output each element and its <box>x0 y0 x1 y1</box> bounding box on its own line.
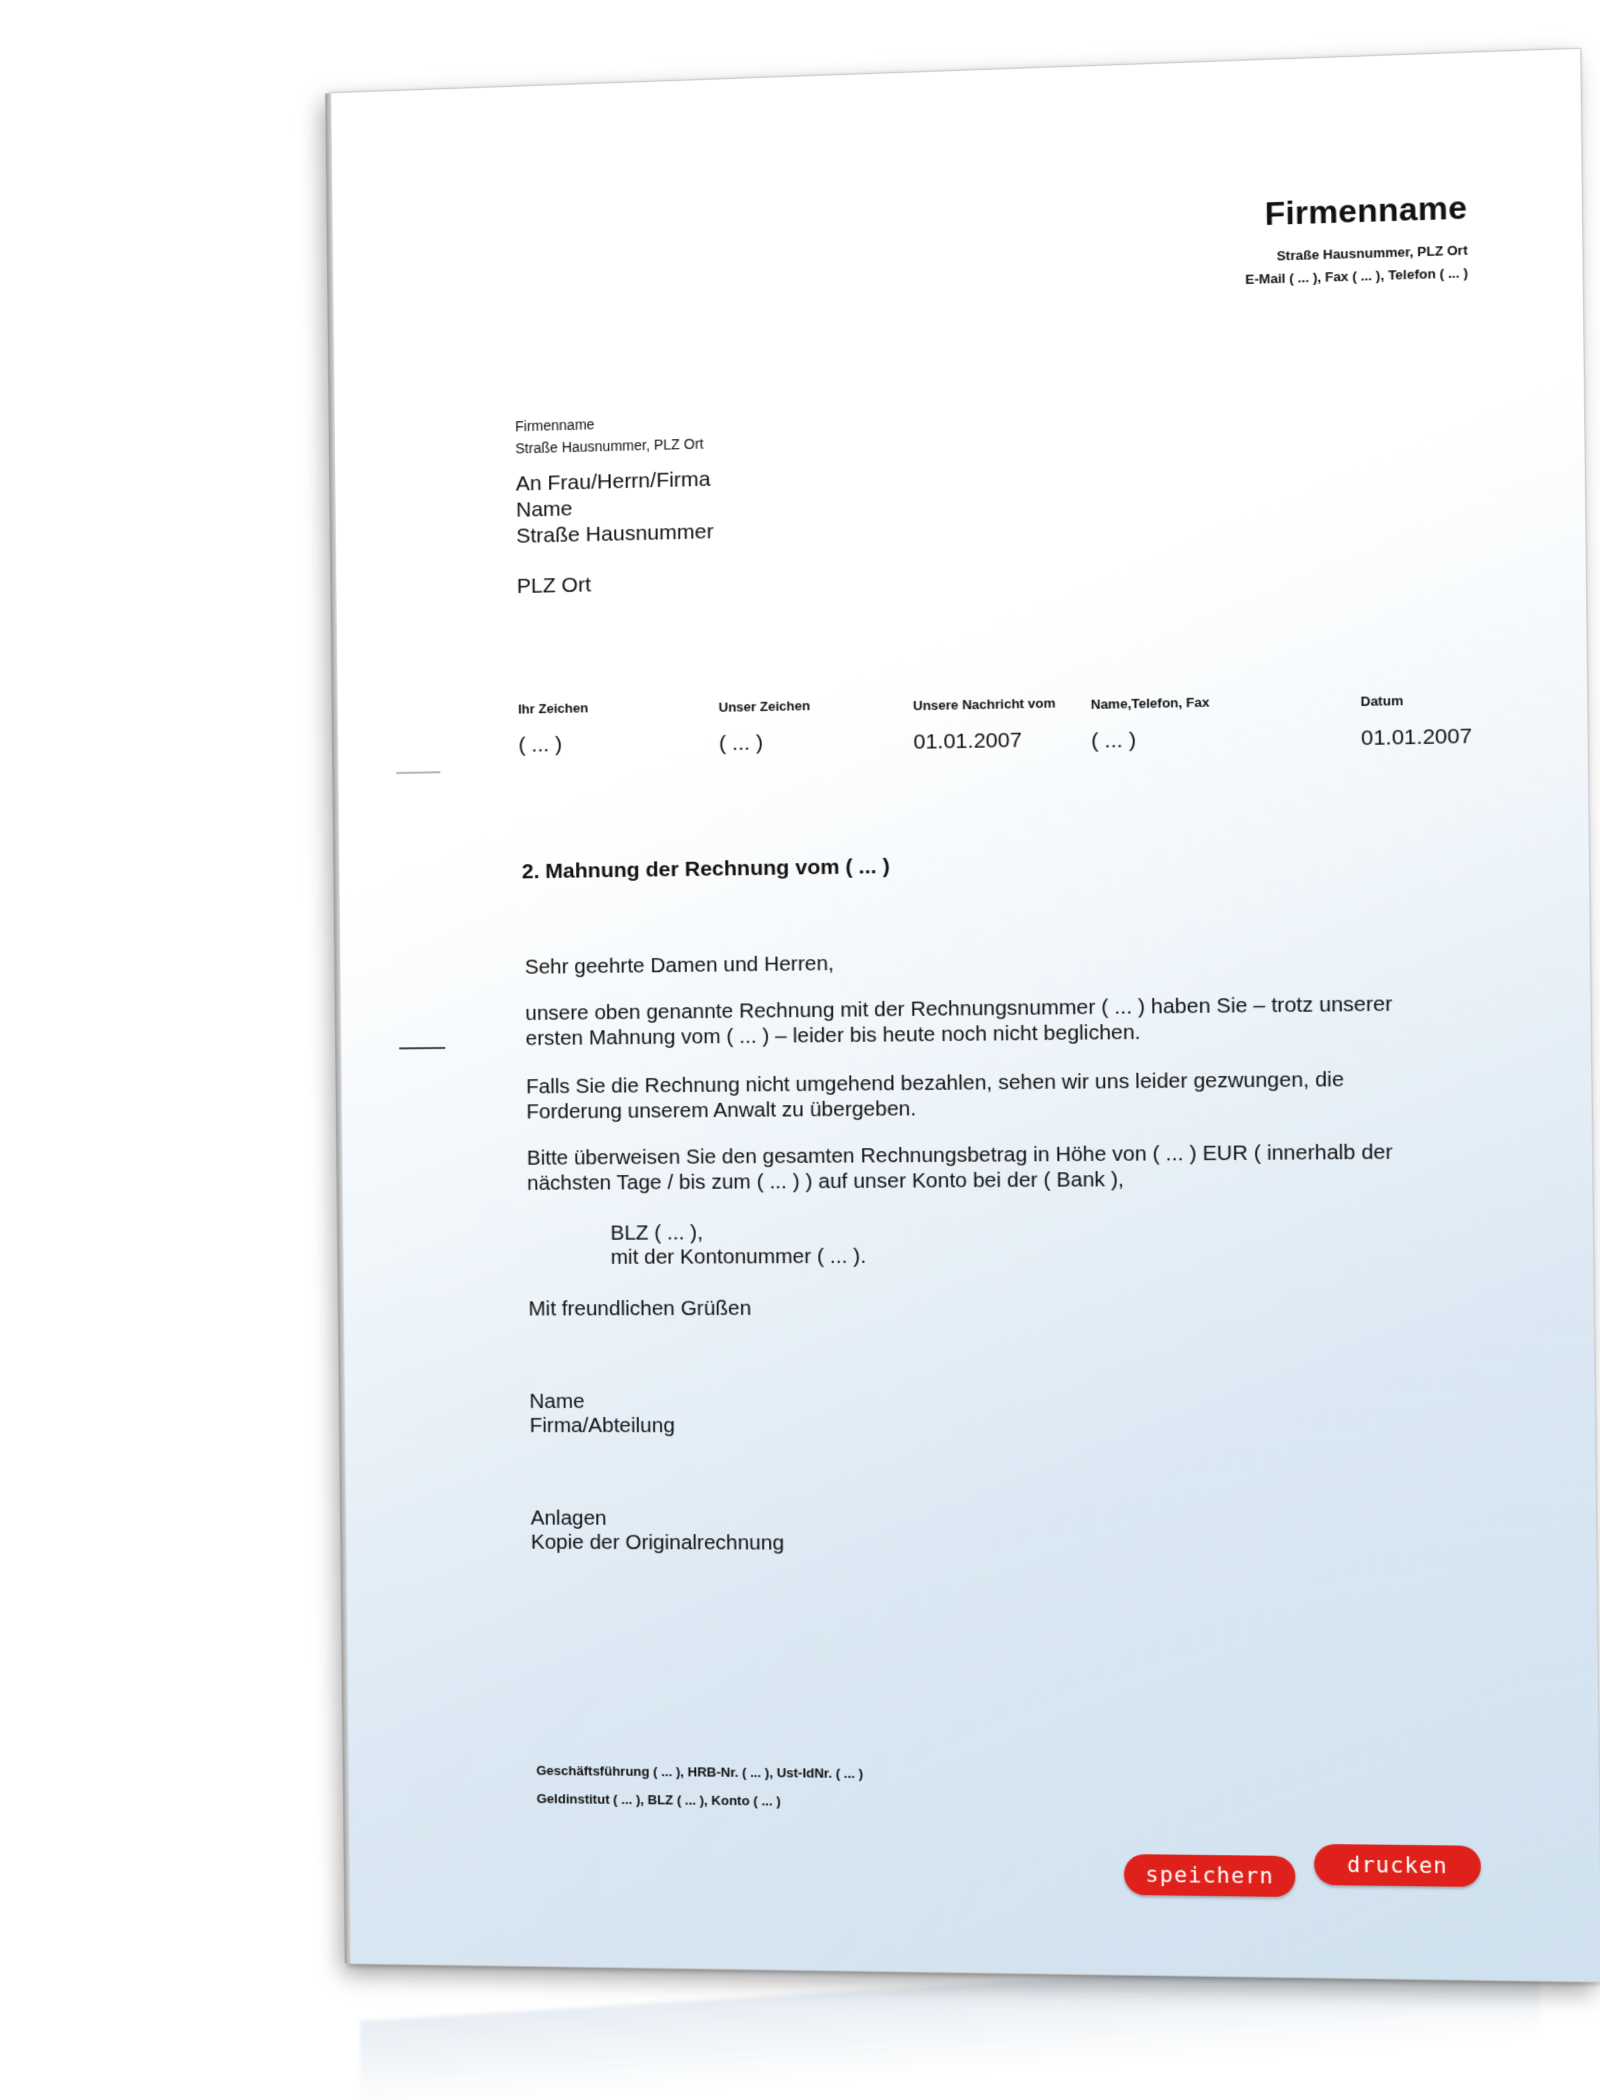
letter-subject: 2. Mahnung der Rechnung vom ( ... ) <box>521 854 890 884</box>
ref-value-date: 01.01.2007 <box>1360 724 1473 751</box>
sender-address: Straße Hausnummer, PLZ Ort <box>515 435 704 457</box>
fold-mark-middle <box>399 1047 445 1049</box>
recipient-name: Name <box>515 497 573 522</box>
letterhead-street: Straße Hausnummer, PLZ Ort <box>1276 242 1468 264</box>
body-paragraph-2: Falls Sie die Rechnung nicht umgehend bezahlen, sehen wir uns leider gezwungen, die Forderung unserem Anwalt zu übergeben. <box>525 1067 1345 1124</box>
ref-value-our-reference: ( ... ) <box>718 731 764 756</box>
closing: Mit freundlichen Grüßen <box>528 1296 752 1321</box>
ref-label-our-message-date: Unsere Nachricht vom <box>912 695 1056 714</box>
letterhead-company-name: Firmenname <box>1264 188 1468 233</box>
attachments-item: Kopie der Originalrechnung <box>530 1530 785 1555</box>
ref-value-our-message-date: 01.01.2007 <box>913 728 1022 754</box>
footer-line-management: Geschäftsführung ( ... ), HRB-Nr. ( ... ), Ust-IdNr. ( ... ) <box>536 1762 864 1782</box>
sender-company: Firmenname <box>515 416 595 435</box>
ref-value-your-reference: ( ... ) <box>518 732 563 757</box>
ref-label-our-reference: Unser Zeichen <box>718 697 811 715</box>
page-edge <box>325 93 351 1963</box>
letter-page <box>330 48 1600 1983</box>
recipient-city: PLZ Ort <box>516 573 592 599</box>
ref-label-your-reference: Ihr Zeichen <box>518 700 589 717</box>
letterhead-contact: E-Mail ( ... ), Fax ( ... ), Telefon ( ... ) <box>1245 265 1469 288</box>
recipient-street: Straße Hausnummer <box>516 520 714 548</box>
print-button[interactable]: drucken <box>1314 1844 1481 1887</box>
body-paragraph-1: unsere oben genannte Rechnung mit der Rechnungsnummer ( ... ) haben Sie – trotz unserer ersten Mahnung vom ( ... ) – leider bis heute noch nicht beglichen. <box>525 992 1393 1051</box>
ref-label-contact: Name,Telefon, Fax <box>1090 694 1210 713</box>
signature-name: Name <box>529 1389 585 1413</box>
ref-label-date: Datum <box>1360 692 1404 710</box>
signature-department: Firma/Abteilung <box>529 1413 676 1438</box>
footer-line-bank: Geldinstitut ( ... ), BLZ ( ... ), Konto ( ... ) <box>536 1791 781 1809</box>
attachments-heading: Anlagen <box>530 1506 607 1530</box>
save-button[interactable]: speichern <box>1124 1854 1296 1897</box>
fold-mark-top <box>396 771 440 774</box>
account-number: mit der Kontonummer ( ... ). <box>610 1244 867 1269</box>
recipient-salutation: An Frau/Herrn/Firma <box>515 467 711 496</box>
bank-code: BLZ ( ... ), <box>610 1221 704 1245</box>
body-paragraph-3: Bitte überweisen Sie den gesamten Rechnungsbetrag in Höhe von ( ... ) EUR ( innerhalb der nächsten Tage / bis zum ( ... ) ) auf unser Konto bei der ( Bank ), <box>526 1140 1393 1195</box>
ref-value-contact: ( ... ) <box>1091 728 1137 753</box>
greeting: Sehr geehrte Damen und Herren, <box>524 951 835 979</box>
